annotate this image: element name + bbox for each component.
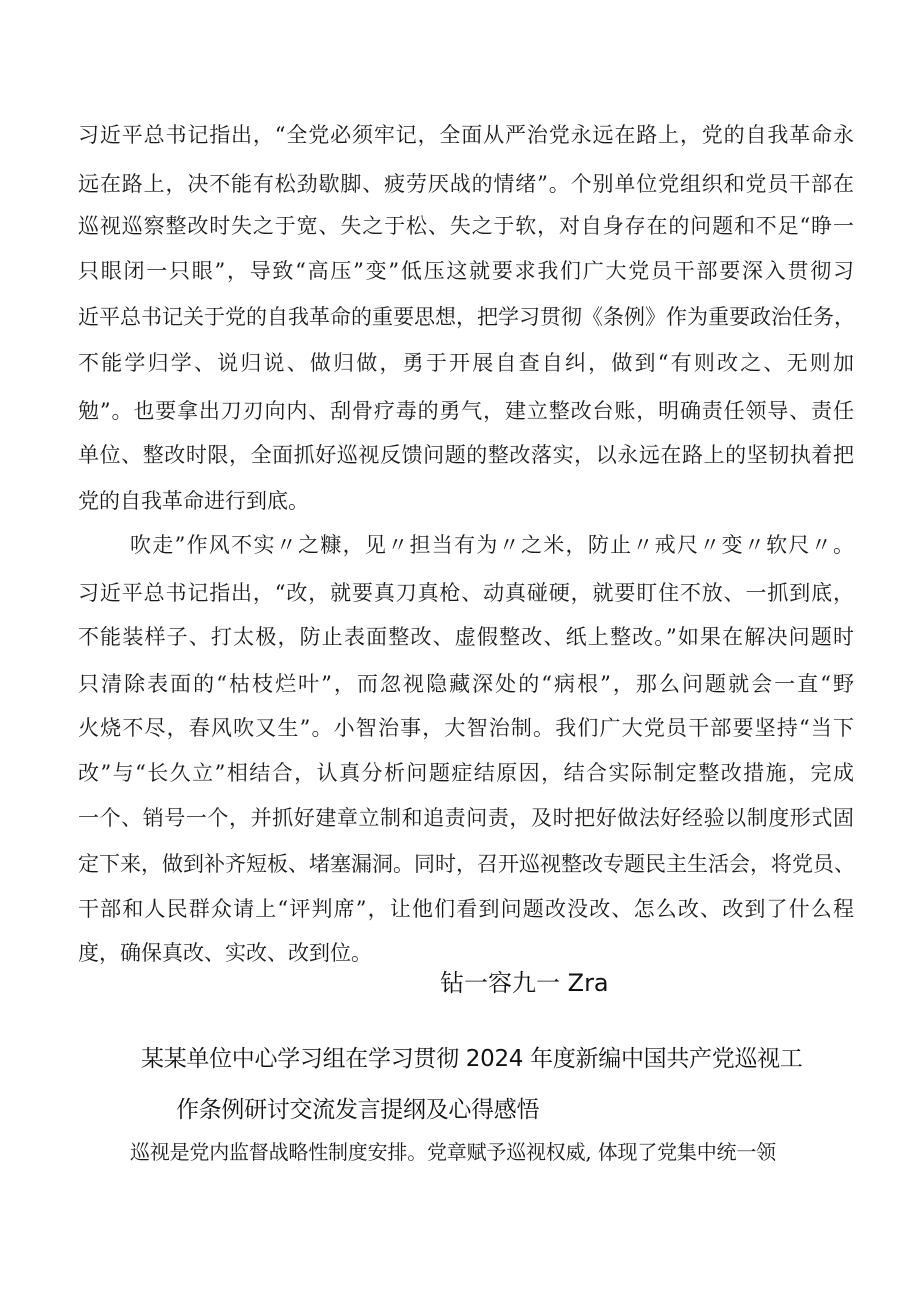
- paragraph-2-line: 度，确保真改、实改、改到位。: [78, 941, 372, 965]
- section-marker: 钻一容九一 Zra: [440, 969, 609, 997]
- article-title-line-1: 某某单位中心学习组在学习贯彻 2024 年度新编中国共产党巡视工: [141, 1046, 803, 1072]
- paragraph-2-line: 只清除表面的“枯枝烂叶”，而忽视隐藏深处的“病根”，那么问题就会一直“野: [78, 672, 854, 696]
- paragraph-2-line: 一个、销号一个，并抓好建章立制和追责问责，及时把好做法好经验以制度形式固: [78, 806, 854, 830]
- paragraph-1-line: 巡视巡察整改时失之于宽、失之于松、失之于软，对自身存在的问题和不足“睁一: [78, 214, 854, 238]
- paragraph-1-line: 单位、整改时限，全面抓好巡视反馈问题的整改落实，以永远在路上的坚韧执着把: [78, 443, 854, 467]
- paragraph-1-line: 勉”。也要拿出刀刃向内、刮骨疗毒的勇气，建立整改台账，明确责任领导、责任: [78, 399, 854, 423]
- paragraph-2-line: 火烧不尽，春风吹又生”。小智治事，大智治制。我们广大党员干部要坚持“当下: [78, 716, 854, 740]
- paragraph-3-line: 巡视是党内监督战略性制度安排。党章赋予巡视权威, 体现了党集中统一领: [130, 1140, 776, 1164]
- paragraph-2-line: 干部和人民群众请上“评判席”，让他们看到问题改没改、怎么改、改到了什么程: [78, 897, 854, 921]
- paragraph-2-line: 定下来，做到补齐短板、堵塞漏洞。同时，召开巡视整改专题民主生活会，将党员、: [78, 852, 855, 876]
- paragraph-1-line: 习近平总书记指出，“全党必须牢记，全面从严治党永远在路上，党的自我革命永: [78, 123, 854, 147]
- paragraph-1-line: 党的自我革命进行到底。: [78, 489, 309, 513]
- paragraph-2-line: 不能装样子、打太极，防止表面整改、虚假整改、纸上整改。”如果在解决问题时: [78, 625, 854, 649]
- paragraph-1-line: 近平总书记关于党的自我革命的重要思想，把学习贯彻《条例》作为重要政治任务，: [78, 305, 855, 329]
- paragraph-1-line: 只眼闭一只眼”，导致“高压”变”低压这就要求我们广大党员干部要深入贯彻习: [78, 259, 854, 283]
- article-title-line-2: 作条例研讨交流发言提纲及心得感悟: [176, 1097, 540, 1123]
- paragraph-2-line: 习近平总书记指出，“改，就要真刀真枪、动真碰硬，就要盯住不放、一抓到底，: [78, 581, 854, 605]
- paragraph-2-line: 吹走”作风不实〃之糠，见〃担当有为〃之米，防止〃戒尺〃变〃软尺〃。: [130, 533, 854, 557]
- paragraph-1-line: 不能学归学、说归说、做归做，勇于开展自查自纠，做到“有则改之、无则加: [78, 351, 854, 375]
- paragraph-1-line: 远在路上，决不能有松劲歇脚、疲劳厌战的情绪”。个别单位党组织和党员干部在: [78, 172, 854, 196]
- paragraph-2-line: 改”与“长久立”相结合，认真分析问题症结原因，结合实际制定整改措施，完成: [78, 761, 854, 785]
